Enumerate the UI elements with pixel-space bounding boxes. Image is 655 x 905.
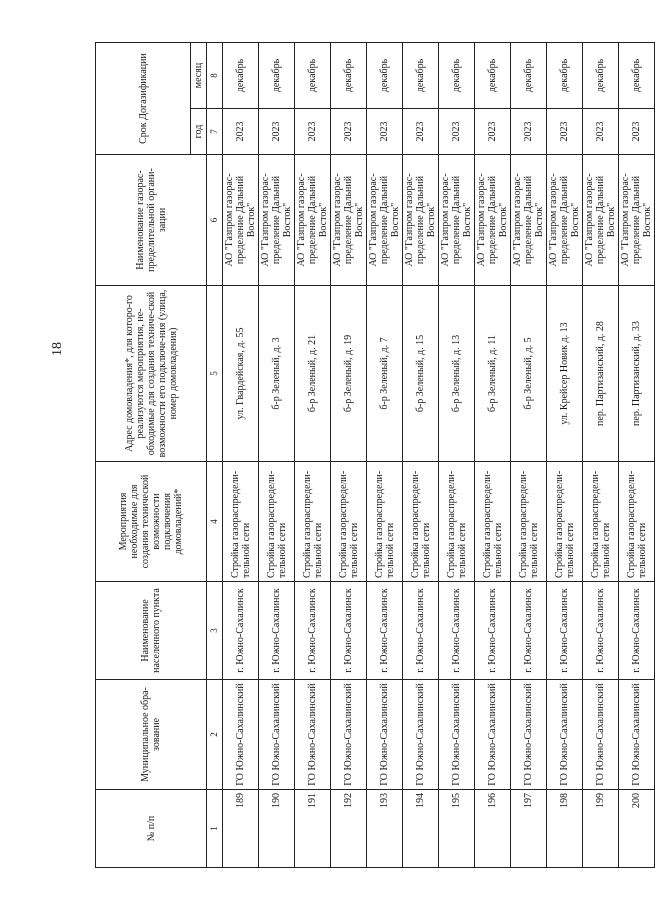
measure-cell: Стройка газораспредели-тельной сети <box>583 462 619 582</box>
municipality-cell: ГО Южно-Сахалинский <box>331 680 367 790</box>
column-number: 2 <box>207 680 223 790</box>
row-number-cell: 199 <box>583 790 619 868</box>
month-cell: декабрь <box>403 42 439 108</box>
table-row <box>295 42 331 867</box>
table-row <box>511 42 547 867</box>
column-number: 4 <box>207 462 223 582</box>
row-number-cell: 195 <box>439 790 475 868</box>
address-cell: пер. Партизанский, д. 28 <box>583 286 619 462</box>
table-row <box>583 42 619 867</box>
organization-cell: АО "Газпром газорас-пределение Дальний Восток" <box>439 155 475 286</box>
table-row <box>439 42 475 867</box>
organization-cell: АО "Газпром газорас-пределение Дальний Восток" <box>331 155 367 286</box>
month-cell: декабрь <box>547 42 583 108</box>
header-address: Адрес домовладения*, для которо-го реализуются мероприятия, не-обходимые для создания техниче-ской возможности его подключе-ния (улица, номер домовладения) <box>96 286 207 462</box>
header-measures: Мероприятия необходимые для создания технической возможности подключения домовладений* <box>96 462 207 582</box>
row-number-cell: 190 <box>259 790 295 868</box>
month-cell: декабрь <box>511 42 547 108</box>
municipality-cell: ГО Южно-Сахалинский <box>439 680 475 790</box>
rotated-table-container <box>95 43 653 868</box>
year-cell: 2023 <box>367 109 403 155</box>
municipality-cell: ГО Южно-Сахалинский <box>403 680 439 790</box>
month-cell: декабрь <box>439 42 475 108</box>
organization-cell: АО "Газпром газорас-пределение Дальний Восток" <box>259 155 295 286</box>
header-number: № п/п <box>96 790 207 868</box>
municipality-cell: ГО Южно-Сахалинский <box>511 680 547 790</box>
table-row <box>331 42 367 867</box>
measure-cell: Стройка газораспредели-тельной сети <box>439 462 475 582</box>
address-cell: ул. Гвардейская, д. 55 <box>223 286 259 462</box>
year-cell: 2023 <box>295 109 331 155</box>
row-number-cell: 192 <box>331 790 367 868</box>
settlement-cell: г. Южно-Сахалинск <box>511 582 547 680</box>
organization-cell: АО "Газпром газорас-пределение Дальний Восток" <box>511 155 547 286</box>
header-settlement: Наименование населенного пункта <box>96 582 207 680</box>
row-number-cell: 193 <box>367 790 403 868</box>
month-cell: декабрь <box>475 42 511 108</box>
municipality-cell: ГО Южно-Сахалинский <box>475 680 511 790</box>
address-cell: б-р Зеленый, д. 7 <box>367 286 403 462</box>
month-cell: декабрь <box>259 42 295 108</box>
organization-cell: АО "Газпром газорас-пределение Дальний Восток" <box>475 155 511 286</box>
month-cell: декабрь <box>619 42 655 108</box>
row-number-cell: 197 <box>511 790 547 868</box>
header-municipality: Муниципальное обра-зование <box>96 680 207 790</box>
organization-cell: АО "Газпром газорас-пределение Дальний Восток" <box>583 155 619 286</box>
column-number: 6 <box>207 155 223 286</box>
address-cell: б-р Зеленый, д. 5 <box>511 286 547 462</box>
year-cell: 2023 <box>511 109 547 155</box>
municipality-cell: ГО Южно-Сахалинский <box>223 680 259 790</box>
municipality-cell: ГО Южно-Сахалинский <box>295 680 331 790</box>
address-cell: б-р Зеленый, д. 13 <box>439 286 475 462</box>
address-cell: б-р Зеленый, д. 3 <box>259 286 295 462</box>
header-year: год <box>191 109 207 155</box>
settlement-cell: г. Южно-Сахалинск <box>439 582 475 680</box>
table-row <box>619 42 655 867</box>
settlement-cell: г. Южно-Сахалинск <box>295 582 331 680</box>
municipality-cell: ГО Южно-Сахалинский <box>259 680 295 790</box>
measure-cell: Стройка газораспредели-тельной сети <box>295 462 331 582</box>
address-cell: б-р Зеленый, д. 11 <box>475 286 511 462</box>
gasification-table <box>95 42 655 868</box>
measure-cell: Стройка газораспредели-тельной сети <box>475 462 511 582</box>
row-number-cell: 196 <box>475 790 511 868</box>
year-cell: 2023 <box>403 109 439 155</box>
row-number-cell: 198 <box>547 790 583 868</box>
month-cell: декабрь <box>295 42 331 108</box>
organization-cell: АО "Газпром газорас-пределение Дальний Восток" <box>403 155 439 286</box>
address-cell: пер. Партизанский, д. 33 <box>619 286 655 462</box>
measure-cell: Стройка газораспредели-тельной сети <box>331 462 367 582</box>
measure-cell: Стройка газораспредели-тельной сети <box>403 462 439 582</box>
column-number: 1 <box>207 790 223 868</box>
year-cell: 2023 <box>331 109 367 155</box>
municipality-cell: ГО Южно-Сахалинский <box>367 680 403 790</box>
year-cell: 2023 <box>583 109 619 155</box>
row-number-cell: 194 <box>403 790 439 868</box>
header-month: месяц <box>191 42 207 108</box>
settlement-cell: г. Южно-Сахалинск <box>475 582 511 680</box>
month-cell: декабрь <box>223 42 259 108</box>
year-cell: 2023 <box>259 109 295 155</box>
organization-cell: АО "Газпром газорас-пределение Дальний Восток" <box>547 155 583 286</box>
header-deadline: Срок Догазификации <box>96 42 191 154</box>
table-row <box>223 42 259 867</box>
table-row <box>403 42 439 867</box>
address-cell: б-р Зеленый, д. 21 <box>295 286 331 462</box>
row-number-cell: 189 <box>223 790 259 868</box>
column-number: 8 <box>207 42 223 108</box>
year-cell: 2023 <box>547 109 583 155</box>
header-organization: Наименование газорас-пределительной органи-зации <box>96 155 207 286</box>
organization-cell: АО "Газпром газорас-пределение Дальний Восток" <box>619 155 655 286</box>
settlement-cell: г. Южно-Сахалинск <box>259 582 295 680</box>
column-number: 3 <box>207 582 223 680</box>
organization-cell: АО "Газпром газорас-пределение Дальний Восток" <box>295 155 331 286</box>
address-cell: ул. Крейсер Новик д. 13 <box>547 286 583 462</box>
settlement-cell: г. Южно-Сахалинск <box>331 582 367 680</box>
row-number-cell: 191 <box>295 790 331 868</box>
measure-cell: Стройка газораспредели-тельной сети <box>223 462 259 582</box>
table-row <box>547 42 583 867</box>
table-row <box>367 42 403 867</box>
settlement-cell: г. Южно-Сахалинск <box>367 582 403 680</box>
municipality-cell: ГО Южно-Сахалинский <box>583 680 619 790</box>
year-cell: 2023 <box>619 109 655 155</box>
settlement-cell: г. Южно-Сахалинск <box>223 582 259 680</box>
table-row <box>259 42 295 867</box>
year-cell: 2023 <box>439 109 475 155</box>
municipality-cell: ГО Южно-Сахалинский <box>619 680 655 790</box>
municipality-cell: ГО Южно-Сахалинский <box>547 680 583 790</box>
address-cell: б-р Зеленый, д. 15 <box>403 286 439 462</box>
month-cell: декабрь <box>367 42 403 108</box>
organization-cell: АО "Газпром газорас-пределение Дальний Восток" <box>367 155 403 286</box>
column-number: 5 <box>207 286 223 462</box>
settlement-cell: г. Южно-Сахалинск <box>583 582 619 680</box>
organization-cell: АО "Газпром газорас-пределение Дальний Восток" <box>223 155 259 286</box>
column-number: 7 <box>207 109 223 155</box>
table-row <box>475 42 511 867</box>
address-cell: б-р Зеленый, д. 19 <box>331 286 367 462</box>
month-cell: декабрь <box>331 42 367 108</box>
year-cell: 2023 <box>475 109 511 155</box>
page-number: 18 <box>50 342 65 356</box>
year-cell: 2023 <box>223 109 259 155</box>
measure-cell: Стройка газораспредели-тельной сети <box>511 462 547 582</box>
settlement-cell: г. Южно-Сахалинск <box>547 582 583 680</box>
settlement-cell: г. Южно-Сахалинск <box>619 582 655 680</box>
measure-cell: Стройка газораспредели-тельной сети <box>367 462 403 582</box>
settlement-cell: г. Южно-Сахалинск <box>403 582 439 680</box>
month-cell: декабрь <box>583 42 619 108</box>
measure-cell: Стройка газораспредели-тельной сети <box>619 462 655 582</box>
measure-cell: Стройка газораспредели-тельной сети <box>259 462 295 582</box>
measure-cell: Стройка газораспредели-тельной сети <box>547 462 583 582</box>
row-number-cell: 200 <box>619 790 655 868</box>
